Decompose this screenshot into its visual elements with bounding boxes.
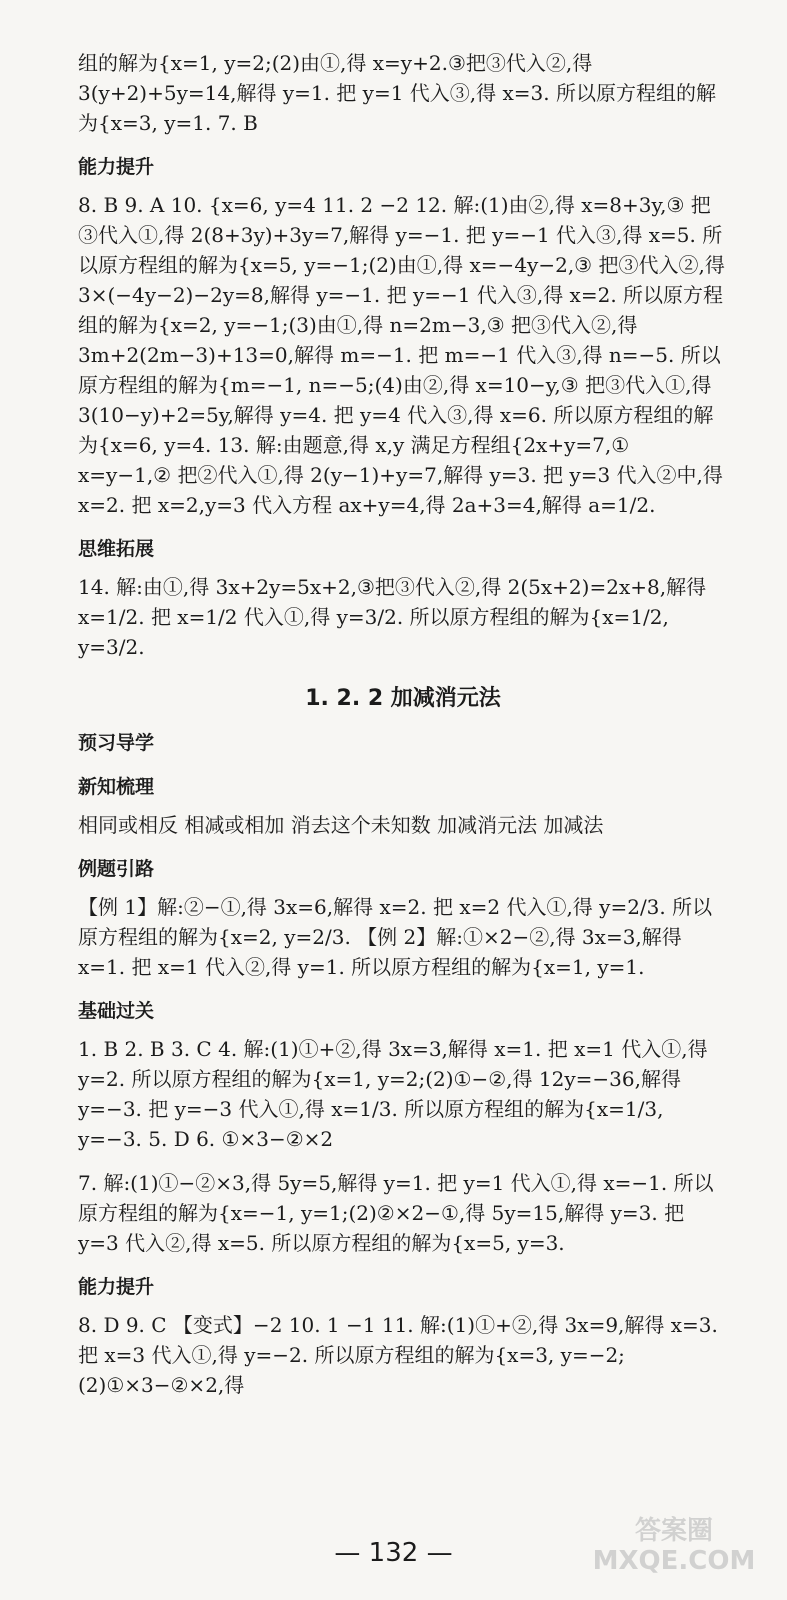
paragraph-basic-7: 7. 解:(1)①−②×3,得 5y=5,解得 y=1. 把 y=1 代入①,得 x=−1. 所以原方程组的解为{x=−1, y=1;(2)②×2−①,得 5y=15,解得 y=3. 把 y=3 代入②,得 x=5. 所以原方程组的解为{x=5, y=3.: [78, 1171, 714, 1255]
paragraph-answer-14: 14. 解:由①,得 3x+2y=5x+2,③把③代入②,得 2(5x+2)=2x+8,解得 x=1/2. 把 x=1/2 代入①,得 y=3/2. 所以原方程组的解为{x=1/2, y=3/2.: [78, 575, 707, 659]
section-heading-basic: 基础过关: [78, 1000, 155, 1022]
paragraph-ability-8-11: 8. D 9. C 【变式】−2 10. 1 −1 11. 解:(1)①+②,得 3x=9,解得 x=3. 把 x=3 代入①,得 y=−2. 所以原方程组的解为{x=3, y=−2;(2)①×3−②×2,得: [78, 1313, 718, 1397]
paragraph-continuation: 组的解为{x=1, y=2;(2)由①,得 x=y+2.③把③代入②,得 3(y+2)+5y=14,解得 y=1. 把 y=1 代入③,得 x=3. 所以原方程组的解为{x=3, y=1. 7. B: [78, 51, 716, 135]
paragraph-knowledge: 相同或相反 相减或相加 消去这个未知数 加减消元法 加减法: [78, 813, 604, 837]
paragraph-examples: 【例 1】解:②−①,得 3x=6,解得 x=2. 把 x=2 代入①,得 y=2/3. 所以原方程组的解为{x=2, y=2/3. 【例 2】解:①×2−②,得 3x=3,解得 x=1. 把 x=1 代入②,得 y=1. 所以原方程组的解为{x=1, y=1.: [78, 895, 713, 979]
answer-content: [78, 48, 728, 1414]
paragraph-answers-8-13: 8. B 9. A 10. {x=6, y=4 11. 2 −2 12. 解:(1)由②,得 x=8+3y,③ 把③代入①,得 2(8+3y)+3y=7,解得 y=−1. 把 y=−1 代入③,得 x=5. 所以原方程组的解为{x=5, y=−1;(2)由①,得 x=−4y−2,③ 把③代入②,得 3×(−4y−2)−2y=8,解得 y=−1. 把 y=−1 代入③,得 x=2. 所以原方程组的解为{x=2, y=−1;(3)由①,得 n=2m−3,③ 把③代入②,得 3m+2(2m−3)+13=0,解得 m=−1. 把 m=−1 代入③,得 n=−5. 所以原方程组的解为{m=−1, n=−5;(4)由②,得 x=10−y,③ 把③代入①,得 3(10−y)+2=5y,解得 y=4. 把 y=4 代入③,得 x=6. 所以原方程组的解为{x=6, y=4. 13. 解:由题意,得 x,y 满足方程组{2x+y=7,① x=y−1,② 把②代入①,得 2(y−1)+y=7,解得 y=3. 把 y=3 代入②中,得 x=2. 把 x=2,y=3 代入方程 ax+y=4,得 2a+3=4,解得 a=1/2.: [78, 193, 725, 517]
section-heading-examples: 例题引路: [78, 858, 155, 880]
page-number: — 132 —: [334, 1538, 453, 1568]
section-heading-thinking: 思维拓展: [78, 538, 155, 560]
section-heading-preview: 预习导学: [78, 732, 155, 754]
section-heading-ability-2: 能力提升: [78, 1276, 155, 1298]
section-heading-knowledge: 新知梳理: [78, 776, 155, 798]
watermark-logo: 答案圈 MXQE.COM: [592, 1516, 756, 1576]
section-title: 1. 2. 2 加减消元法: [305, 686, 501, 711]
paragraph-basic-1-6: 1. B 2. B 3. C 4. 解:(1)①+②,得 3x=3,解得 x=1. 把 x=1 代入①,得 y=2. 所以原方程组的解为{x=1, y=2;(2)①−②,得 12y=−36,解得 y=−3. 把 y=−3 代入①,得 x=1/3. 所以原方程组的解为{x=1/3, y=−3. 5. D 6. ①×3−②×2: [78, 1037, 708, 1151]
section-heading-ability: 能力提升: [78, 156, 155, 178]
